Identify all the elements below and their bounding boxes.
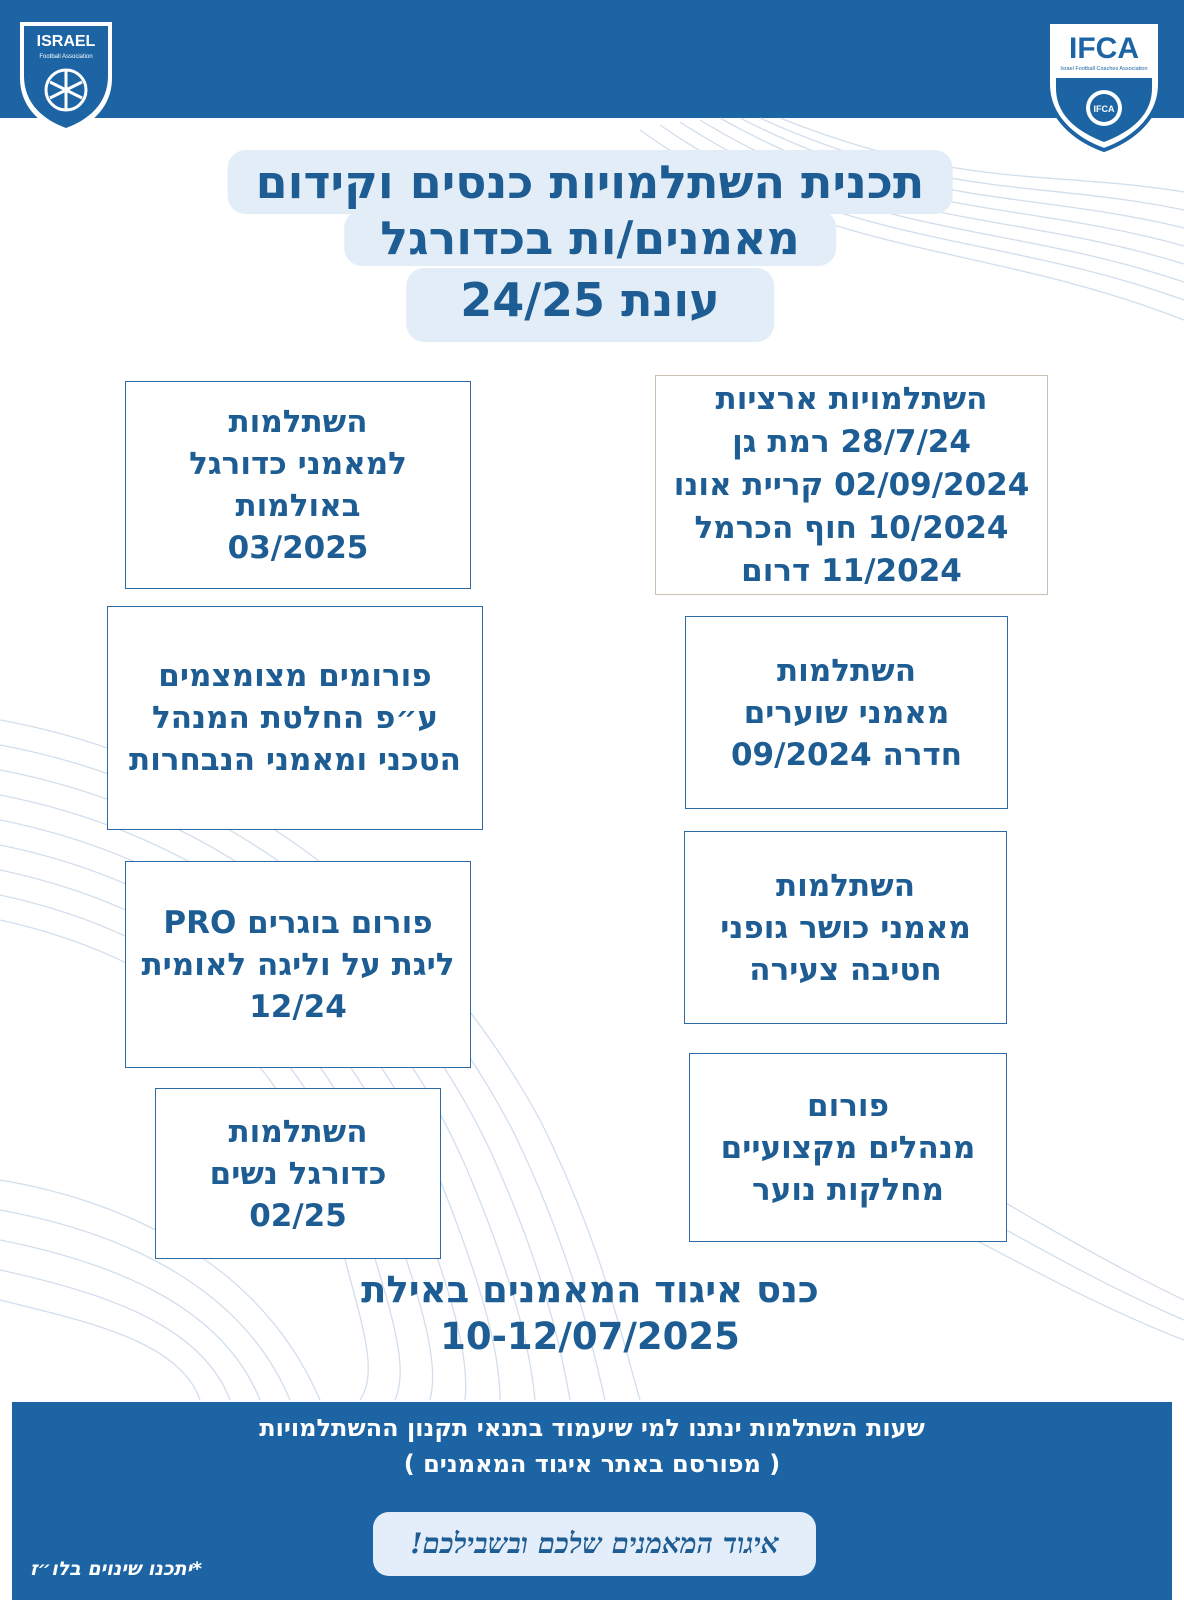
- box-date: חדרה 09/2024: [730, 736, 963, 773]
- box-line: חטיבה צעירה: [749, 951, 942, 988]
- conference-dates: 10-12/07/2025: [440, 1315, 740, 1358]
- national-trainings-heading: השתלמויות ארציות: [715, 380, 988, 417]
- box-line: מאמני שוערים: [743, 694, 950, 731]
- box-line: מאמני כושר גופני: [720, 909, 971, 946]
- limited-forums-box: [107, 606, 483, 830]
- ifa-logo-text: ISRAEL: [36, 33, 96, 50]
- ifca-logo-subtext: Israel Football Coaches Association: [1060, 66, 1148, 72]
- box-date: 03/2025: [227, 530, 369, 566]
- womens-football-training-box: [155, 1088, 441, 1259]
- national-trainings-item: 28/7/24 רמת גן: [732, 423, 971, 460]
- ifca-logo: [1044, 18, 1164, 152]
- youth-directors-forum-box: [689, 1053, 1007, 1242]
- box-line: פורום: [807, 1087, 889, 1124]
- box-line: ע״פ החלטת המנהל: [151, 700, 439, 736]
- box-line: מחלקות נוער: [752, 1171, 944, 1208]
- national-trainings-item: 02/09/2024 קריית אונו: [673, 466, 1030, 503]
- box-line: השתלמות: [228, 1113, 368, 1150]
- conference-title: כנס איגוד המאמנים באילת: [361, 1268, 819, 1311]
- box-line: השתלמות: [228, 404, 368, 440]
- national-trainings-item: 11/2024 דרום: [741, 552, 962, 589]
- fitness-coaches-training-box: [684, 831, 1007, 1024]
- ifa-logo: [14, 18, 118, 136]
- box-date: 12/24: [249, 988, 347, 1025]
- pro-seniors-forum-box: [125, 861, 471, 1068]
- schedule-disclaimer: *יתכנו שינוים בלו״ז: [30, 1558, 203, 1580]
- box-line: השתלמות: [777, 652, 916, 689]
- ifca-badge-text: IFCA: [1093, 104, 1115, 114]
- box-line: פורומים מצומצמים: [158, 658, 432, 694]
- slogan-badge: [373, 1512, 816, 1576]
- footer-note-line-1: שעות השתלמות ינתנו למי שיעמוד בתנאי תקנון ההשתלמויות: [259, 1414, 925, 1442]
- box-line: השתלמות: [776, 867, 915, 904]
- slogan-text: איגוד המאמנים שלכם ובשבילכם!: [410, 1527, 779, 1560]
- title-line-1: תכנית השתלמויות כנסים וקידום: [228, 150, 953, 214]
- national-trainings-item: 10/2024 חוף הכרמל: [694, 509, 1009, 546]
- footer-note-line-2: ( מפורסם באתר איגוד המאמנים ): [403, 1450, 781, 1478]
- footer-note: [12, 1410, 1172, 1482]
- box-line: למאמני כדורגל: [189, 446, 407, 482]
- box-line: ליגת על וליגה לאומית: [141, 946, 455, 983]
- box-line: הטכני ומאמני הנבחרות: [129, 742, 461, 778]
- ifa-logo-subtext: Football Association: [39, 54, 93, 60]
- title-line-2: מאמנים/ות בכדורגל: [344, 210, 836, 266]
- box-line: כדורגל נשים: [209, 1155, 387, 1192]
- box-line: פורום בוגרים PRO: [163, 904, 433, 941]
- national-trainings-box: [655, 375, 1048, 595]
- ifca-logo-text: IFCA: [1069, 32, 1139, 65]
- page-title: [160, 148, 1020, 348]
- box-line: באולמות: [235, 488, 361, 524]
- indoor-coaches-training-box: [125, 381, 471, 589]
- goalkeeper-coaches-training-box: [685, 616, 1008, 809]
- title-line-3: עונת 24/25: [406, 268, 774, 342]
- eilat-conference: [290, 1268, 890, 1362]
- box-date: 02/25: [249, 1197, 347, 1234]
- box-line: מנהלים מקצועיים: [720, 1129, 976, 1166]
